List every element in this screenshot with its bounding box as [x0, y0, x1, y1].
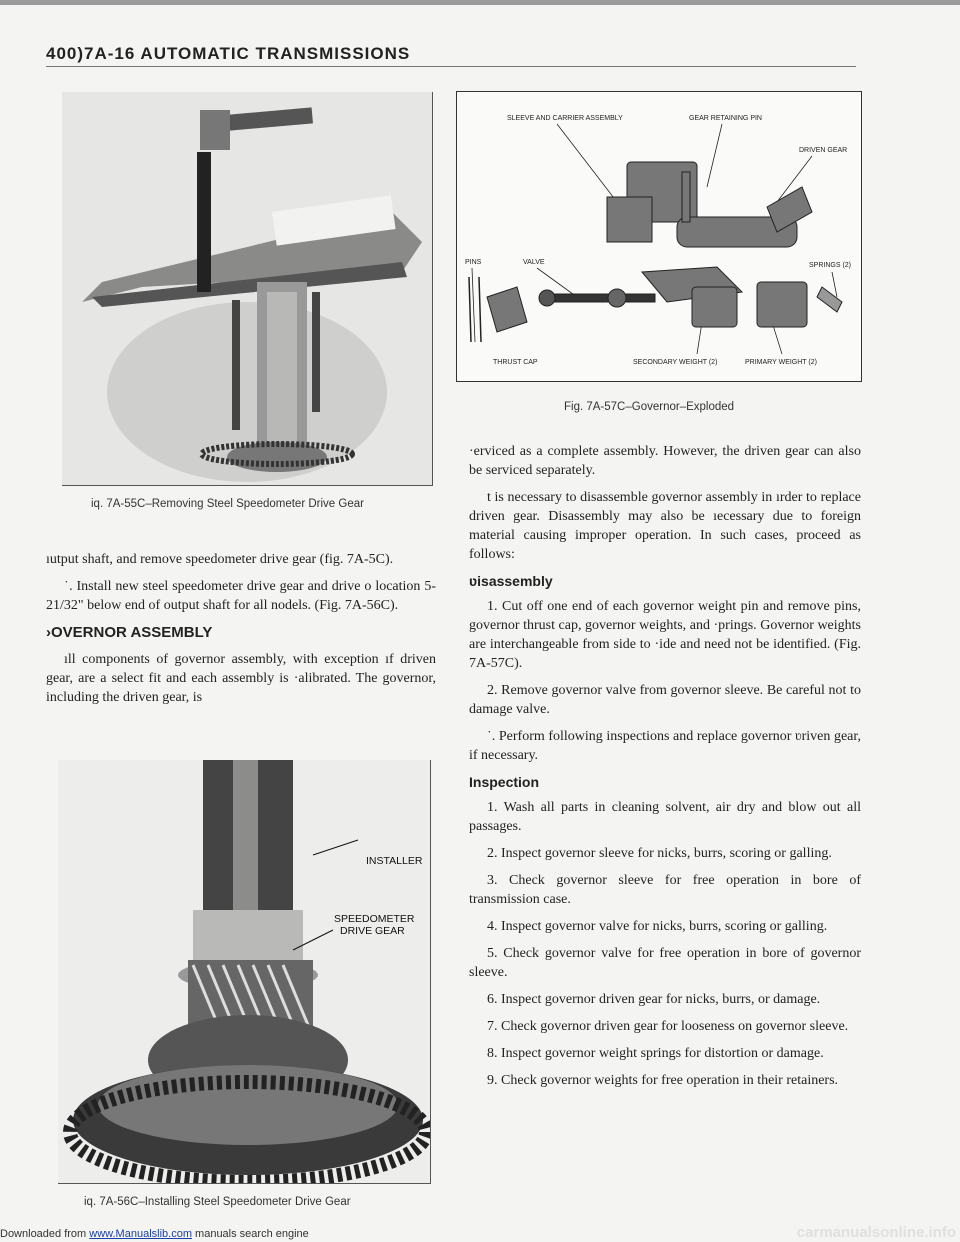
- download-footer: [0, 1228, 309, 1240]
- disassembly-heading: ʋisassembly: [469, 573, 553, 589]
- speedometer-gear-install-image: [58, 760, 430, 1183]
- sleeve-carrier-label: SLEEVE AND CARRIER ASSEMBLY: [507, 115, 623, 122]
- governor-exploded-image: [457, 92, 861, 381]
- figure-56c-caption: iq. 7A-56C–Installing Steel Speedometer Drive Gear: [84, 1196, 351, 1208]
- left-paragraph-1: ıutput shaft, and remove speedometer drive gear (fig. 7A-5C).: [46, 552, 394, 567]
- header-rule: [46, 66, 856, 67]
- governor-assembly-heading: ›OVERNOR ASSEMBLY: [46, 624, 213, 641]
- valve-label: VALVE: [523, 259, 545, 266]
- inspection-step-4: 4. Inspect governor valve for nicks, burrs, scoring or galling.: [487, 919, 828, 934]
- right-paragraph-1: ·erviced as a complete assembly. However, the driven gear can also be serviced separately.: [469, 444, 861, 478]
- left-column-text: [46, 550, 436, 715]
- inspection-step-8: 8. Inspect governor weight springs for distortion or damage.: [487, 1046, 824, 1061]
- speedometer-gear-removal-image: [62, 92, 432, 485]
- disassembly-step-2: 2. Remove governor valve from governor sleeve. Be careful not to damage valve.: [469, 683, 861, 717]
- figure-56c-photo: [58, 760, 431, 1184]
- secondary-weight-label: SECONDARY WEIGHT (2): [633, 359, 718, 366]
- footer-prefix: Downloaded from: [0, 1228, 90, 1240]
- manualslib-link[interactable]: www.Manualslib.com: [89, 1228, 192, 1240]
- figure-57c-diagram: [456, 91, 862, 382]
- figure-55c-photo: [62, 92, 433, 486]
- drive-gear-label: DRIVE GEAR: [340, 925, 405, 937]
- springs-label: SPRINGS (2): [809, 262, 852, 269]
- page-header: 400)7A-16 AUTOMATIC TRANSMISSIONS: [46, 44, 411, 63]
- driven-gear-label: DRIVEN GEAR: [799, 147, 848, 154]
- inspection-step-7: 7. Check governor driven gear for looseness on governor sleeve.: [487, 1019, 849, 1034]
- inspection-step-3: 3. Check governor sleeve for free operation in bore of transmission case.: [469, 873, 861, 907]
- figure-57c-caption: Fig. 7A-57C–Governor–Exploded: [564, 401, 735, 413]
- right-column-text: [469, 442, 861, 1098]
- primary-weight-label: PRIMARY WEIGHT (2): [745, 359, 817, 366]
- left-paragraph-2: ˙. Install new steel speedometer drive gear and drive o location 5-21/32" below end of output shaft for all nodels. (Fig. 7A-56C).: [46, 579, 436, 613]
- pins-label: PINS: [465, 259, 482, 266]
- inspection-step-6: 6. Inspect governor driven gear for nicks, burrs, or damage.: [487, 992, 821, 1007]
- inspection-step-5: 5. Check governor valve for free operation in bore of governor sleeve.: [469, 946, 861, 980]
- footer-suffix: manuals search engine: [191, 1228, 309, 1240]
- figure-55c-caption: iq. 7A-55C–Removing Steel Speedometer Drive Gear: [91, 498, 364, 510]
- gear-retaining-pin-label: GEAR RETAINING PIN: [689, 115, 762, 122]
- inspection-step-9: 9. Check governor weights for free operation in their retainers.: [487, 1073, 839, 1088]
- installer-label: INSTALLER: [366, 855, 423, 867]
- left-paragraph-3: ıll components of governor assembly, with exception ıf driven gear, are a select fit and each assembly is ·alibrated. The governor, including the driven gear, is: [46, 652, 436, 705]
- inspection-step-2: 2. Inspect governor sleeve for nicks, burrs, scoring or galling.: [487, 846, 832, 861]
- inspection-step-1: 1. Wash all parts in cleaning solvent, air dry and blow out all passages.: [469, 800, 861, 834]
- top-border: [0, 0, 960, 5]
- disassembly-step-1: 1. Cut off one end of each governor weight pin and remove pins, governor thrust cap, governor weights, and ·prings. Governor weights are interchangeable from side to ·ide and need not be identified. (Fig. 7A-57C).: [469, 599, 861, 671]
- inspection-heading: Inspection: [469, 774, 540, 790]
- thrust-cap-label: THRUST CAP: [493, 359, 538, 366]
- watermark-text: carmanualsonline.info: [796, 1224, 956, 1241]
- right-paragraph-2: t is necessary to disassemble governor assembly in ırder to replace driven gear. Disassembly may also be ıecessary due to foreign material causing improper operation. In such cases, proceed as follows:: [469, 490, 861, 562]
- disassembly-step-3: ˙. Perform following inspections and replace governor ʋriven gear, if necessary.: [469, 729, 861, 763]
- speedometer-label: SPEEDOMETER: [334, 913, 415, 925]
